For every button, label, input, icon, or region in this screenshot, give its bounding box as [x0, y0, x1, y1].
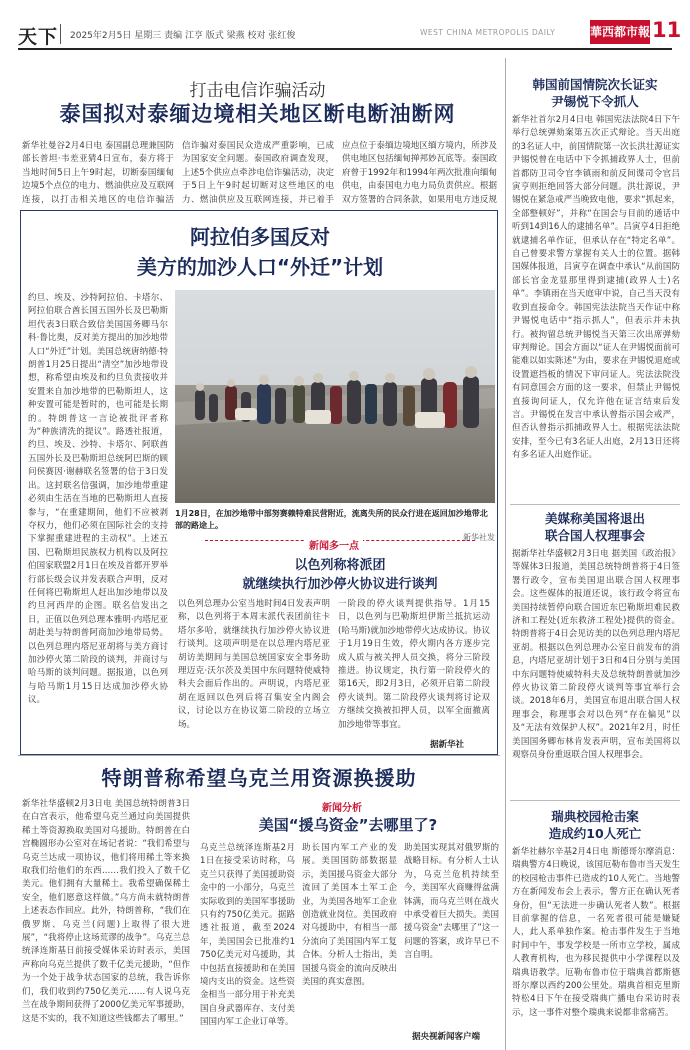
sidebar1-title-line2: 尹锡悦下令抓人 [551, 94, 639, 109]
refugee-photo [175, 290, 495, 503]
article1-col2: 信诈骗对泰国民众造成严重影响，已成为国家安全问题。泰国政府调查发现，上述5个供应点牵涉电信诈骗活动，决定于5日上午9时起切断对这些地区的电力、燃油供应及互联网连接，并已着手 [182, 141, 334, 205]
date-line: 2025年2月5日 星期三 责编 江亨 版式 梁燕 校对 张红俊 [70, 31, 296, 41]
column-divider [505, 58, 506, 1050]
article3-title [205, 556, 475, 594]
article5-title: 美国“援乌资金”去哪里了? [258, 816, 438, 834]
sidebar3-title-line2: 造成约10人死亡 [548, 826, 642, 841]
article4-title: 特朗普称希望乌克兰用资源换援助 [101, 766, 417, 790]
article3-col1: 以色列总理办公室当地时间4日发表声明称，以色列将于本周末派代表团前往卡塔尔多哈，就继续执行加沙停火协议进行谈判。这项声明是在以总理内塔尼亚胡访美期间与美国总统国家安全事务助理迈克·沃尔茨及美国中东问题特使威特科夫会面后作出的。声明说，内塔尼亚胡在返回以色列后将召集安全内阁会议，讨论以方在协议第二阶段的立场立场。 [178, 599, 330, 730]
tag-label: 新闻多一点 [305, 537, 363, 552]
caption-credit: 新华社发 [463, 533, 495, 542]
header-rule [18, 48, 672, 50]
tag-news-more [305, 534, 363, 553]
caption-text: 1月28日，在加沙地带中部努赛赖特难民营附近，流离失所的民众行进在返回加沙地带北部的路途上。 [175, 509, 488, 530]
sidebar-divider-1 [510, 504, 680, 505]
article3-title-line2: 就继续执行加沙停火协议进行谈判 [242, 577, 438, 592]
sidebar1-body: 新华社首尔2月4日电 韩国宪法法院4日下午举行总统弹劾案第五次正式辩论。当天出庭的3名证人中，前国情院第一次长洪壮源证实尹锡悦曾在电话中下令抓捕政界人士，但前首都防卫司令官李镇雨和前反间谍司令官吕寅亨则拒绝回答大部分问题。洪壮源说，尹锡悦在紧急戒严当晚致电他，要求“抓起来，全部整顿好”，并称“在国会与目前的通话中听到14到16人的逮捕名单”。吕寅亨4日拒绝就逮捕名单作证，但承认存在“特定名单”。自己曾要求警方掌握有关人士的位置。据韩国媒体报道，吕寅亨在调查中承认“从前国防部长官金龙显那里得到逮捕(政界人士)名单”。李镇雨在当天庭审中说，自己当天没有收到直接命令。韩国宪法法院当天作证中称尹锡悦电话中“指示抓人”，但表示并未执行。被拘留总统尹锡悦当天第三次出席弹劾审判辩论。国会方面以“证人在尹锡悦面前可能难以如实陈述”为由，要求在尹锡悦退庭或设置遮挡板的情况下审问证人。宪法法院没有同意国会方面的这一要求，但禁止尹锡悦直接询问证人，仅允许他在证言结束后发言。尹锡悦在发言中承认曾指示国会戒严，但否认曾指示抓捕政界人士。根据宪法法院安排，至今已有3名证人出庭，2月13日还将有多名证人出庭作证。 [512, 115, 680, 461]
sidebar2-title-line2: 联合国人权理事会 [544, 528, 645, 543]
sidebar3-title-line1: 瑞典校园枪击案 [551, 809, 639, 824]
sidebar2-title-line1: 美媒称美国将退出 [544, 511, 645, 526]
sidebar1-title [510, 76, 680, 110]
article3-credit: 据新华社 [430, 740, 465, 750]
article3-col2: 一阶段的停火谈判提供指导。1月15日，以色列与巴勒斯坦伊斯兰抵抗运动(哈马斯)就加沙地带停火达成协议。协议于1月19日生效，停火期内各方逐步完成人质与被关押人员交换，将分三阶段推进。协议规定，执行第一阶段停火的第16天，即2月3日，必须开启第二阶段停火谈判。第二阶段停火谈判将讨论双方继续交换被扣押人员，以军全面撤离加沙地带等事宜。 [338, 599, 490, 730]
tag-analysis [318, 796, 366, 815]
english-masthead: WEST CHINA METROPOLIS DAILY [420, 28, 556, 37]
section-label: 天下 [18, 26, 59, 48]
sidebar1-title-line1: 韩国前国情院次长证实 [532, 77, 658, 92]
article2-title-line1: 阿拉伯多国反对 [190, 225, 330, 249]
article2-body: 约旦、埃及、沙特阿拉伯、卡塔尔、阿拉伯联合酋长国五国外长及巴勒斯坦代表3日联合致信美国国务卿马尔科·鲁比奥，反对美方提出的加沙地带人口“外迁”计划。美国总统唐纳德·特朗普1月25日提出“清空”加沙地带设想，称希望由埃及和约旦负责接收并安置来自加沙地带的巴勒斯坦人，这种安置可能是暂时的，也可能是长期的。特朗普这一言论被批评者称为“种族清洗的提议”。路透社报道，约旦、埃及、沙特、卡塔尔、阿联酋五国外长及巴勒斯坦总统阿巴斯的顾问侯赛因·谢赫联名签署的信于3日发出。这封联名信强调，加沙地带重建必须由生活在当地的巴勒斯坦人直接参与，“在重建期间，他们不应被剥夺权力，他们必须在国际社会的支持下掌握重建进程的主动权”。上述五国、巴勒斯坦民族权力机构以及阿拉伯国家联盟2月1日在埃及首都开罗举行部长级会议并发表联合声明，反对任何将巴勒斯坦人赶出加沙地带以及约旦河西岸的企图。联名信发出之日，正值以色列总理本雅明·内塔尼亚胡赴美与特朗普阿商加沙地带局势。以色列总理内塔尼亚胡将与美方商讨加沙停火第二阶段的谈判，并商讨与哈马斯的谈判问题。据报道，以色列与哈马斯1月15日达成加沙停火协议。 [28, 293, 168, 706]
page-number: 11 [652, 18, 682, 42]
article4-body: 新华社华盛顿2月3日电 美国总统特朗普3日在白宫表示，他希望乌克兰通过向美国提供稀土等资源换取美国对乌援助。特朗普在白宫椭圆形办公室对在场记者说：“我们希望与乌克兰达成一项协议，他们将用稀土等来换取我们给他们的东西……我们投入了数千亿美元。他们拥有大量稀土。我希望确保稀土安全，他们愿意这样做。”乌方尚未就特朗普上述表态作回应。此外，特朗普称，“我们在俄罗斯、乌克兰(问题)上取得了很大进展”，“我将停止这场荒谬的战争”。乌克兰总统泽连斯基日前接受媒体采访时表示，美国声称向乌克兰提供了数千亿美元援助，“但作为一个处于战争状态国家的总统，我告诉你们，我们收到约750亿美元……有人说乌克兰在战争期间获得了2000亿美元军事援助，这是不实的，我不知道这些钱都去了哪里。” [22, 799, 190, 1024]
sidebar-divider-2 [510, 800, 680, 801]
article1-title: 泰国拟对泰缅边境相关地区断电断油断网 [59, 102, 456, 126]
sidebar3-title [510, 808, 680, 842]
article2-title-line2: 美方的加沙人口“外迁”计划 [136, 255, 384, 279]
sidebar3-body: 新华社赫尔辛基2月4日电 斯德哥尔摩消息：瑞典警方4日晚说，该国厄勒布鲁市当天发生的校园枪击事件已造成约10人死亡。当地警方在新闻发布会上表示，警方正在确认死者身份，但“无法进一步确认死者人数”。根据目前掌握的信息，一名死者很可能是嫌疑人，此人系单独作案。枪击事件发生于当地时间中午，事发学校是一所市立学校，属成人教育机构，也为移民提供中小学课程以及瑞典语教学。厄勒布鲁市位于瑞典首都斯德哥尔摩以西约200公里处。瑞典首相克里斯特松4日下午在接受瑞典广播电台采访时表示，这一事件对整个瑞典来说都非常痛苦。 [512, 847, 680, 1018]
photo-illustration [175, 290, 495, 503]
sidebar2-body: 据新华社华盛顿2月3日电 据美国《政治报》等媒体3日报道，美国总统特朗普将于4日签署行政令，宣布美国退出联合国人权理事会。这些媒体的报道还说，该行政令将宣布美国持续暂停向联合国近东巴勒斯坦难民救济和工程处(近东救济工程处)提供的资金。特朗普将于4日会见访美的以色列总理内塔尼亚胡。根据以色列总理办公室日前发布的消息，内塔尼亚胡计划于3日和4日分别与美国中东问题特使威特科夫及总统特朗普就加沙停火协议第二阶段停火谈判等事宜举行会谈。2018年6月，美国宣布退出联合国人权理事会，称理事会对以色列“存在偏见”以及“无法有效保护人权”。2021年2月，时任美国国务卿布林肯发表声明，宣布美国将以观察员身份重返联合国人权理事会。 [512, 549, 680, 761]
brand-logo: 華西都市報 [590, 20, 650, 44]
section-divider [18, 755, 500, 756]
article5-credit: 据央视新闻客户端 [412, 1032, 481, 1042]
article5-col2: 助长国内军工产业的发展。美国国防部数据显示，美国援乌资金大部分流回了美国本土军工企业，为美国各地军工企业创造就业岗位。美国政府对乌援助中，有相当一部分流向了美国国内军工复合体。分析人士指出，美国援乌资金的流向反映出美国的真实意图。 [302, 843, 397, 988]
article5-col3: 助美国实现其对俄罗斯的战略目标。有分析人士认为，乌克兰危机持续至今，美国军火商赚得盆满钵满，而乌克兰则在战火中承受着巨大损失。美国援乌资金“去哪里了”这一问题的答案，或许早已不言自明。 [404, 843, 499, 961]
article5-col1: 乌克兰总统泽连斯基2月1日在接受采访时称，乌克兰只获得了美国援助资金中的一小部分，乌克兰实际收到的美国军事援助只有约750亿美元。据路透社报道，截至2024年，美国国会已批准约1750亿美元对乌援助，其中包括直接援助和在美国境内支出的资金。这些资金相当一部分用于补充美国自身武器库存、支付美国国内军工企业订单等。 [200, 843, 295, 1028]
article1-kicker: 打击电信诈骗活动 [189, 81, 326, 101]
analysis-tag-label: 新闻分析 [318, 799, 366, 814]
header-divider [60, 24, 61, 44]
article1-col1: 新华社曼谷2月4日电 泰国副总理兼国防部长普坦·韦差亚猜4日宣布，泰方将于当地时间5日上午9时起，切断泰国缅甸边境5个点位的电力、燃油供应及互联网连接，以打击相关地区的电信诈骗活 [22, 141, 174, 205]
article1-col3: 应点位于泰缅边境地区缅方境内，所涉及供电地区包括缅甸掸邦妙瓦底等。泰国政府曾于1992年和1994年两次批准向缅甸供电，由泰国电力电力局负责供应。根据双方签署的合同条款，如果用电方违反规 [342, 141, 497, 205]
article2-title [30, 222, 490, 282]
article3-title-line1: 以色列称将派团 [294, 558, 386, 573]
sidebar2-title [510, 510, 680, 544]
